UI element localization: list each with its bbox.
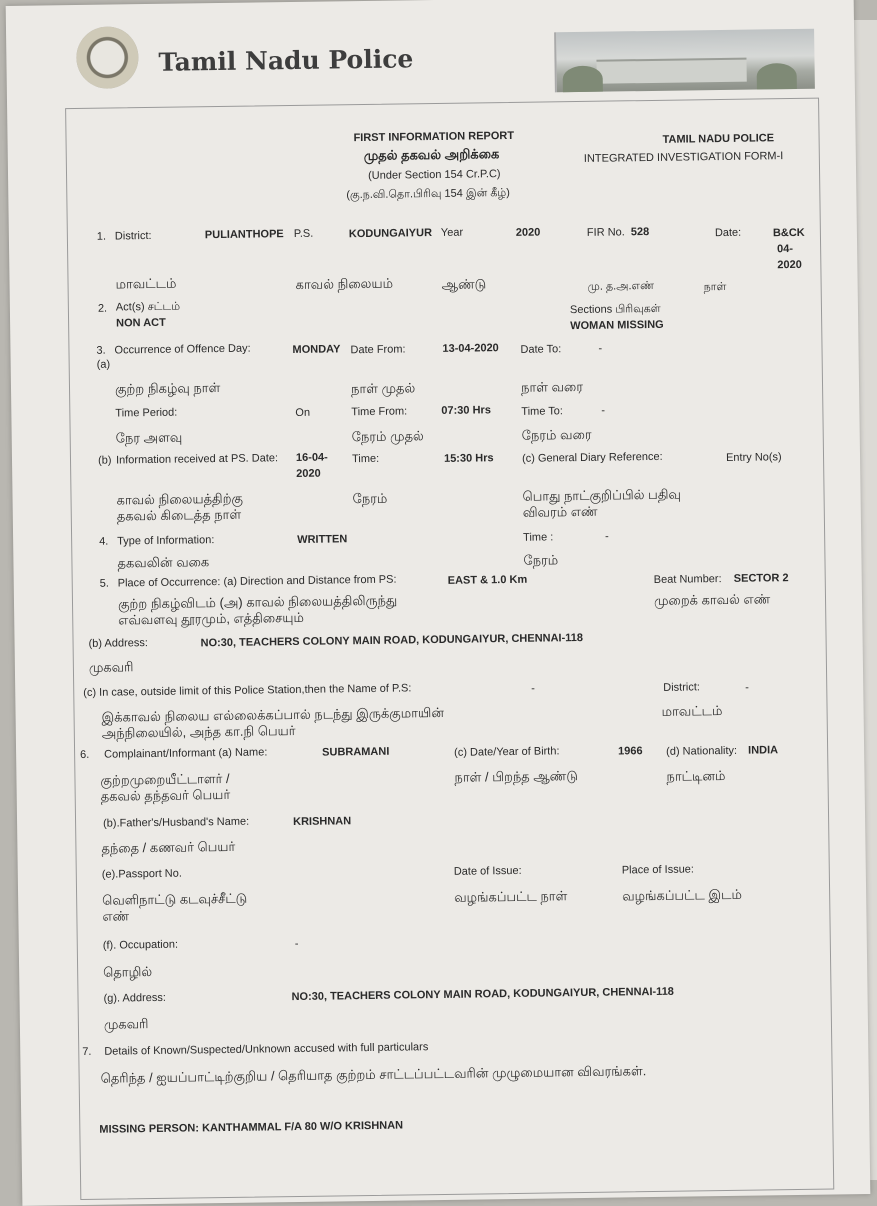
form-border — [65, 98, 834, 1200]
year-label: Year — [440, 226, 464, 239]
issue-place-label: Place of Issue: — [621, 863, 695, 877]
date-to-value: - — [598, 342, 603, 355]
nationality-value: INDIA — [748, 744, 779, 757]
ps-ta: காவல் நிலையம் — [295, 275, 394, 292]
issue-date-ta: வழங்கப்பட்ட நாள் — [454, 888, 568, 905]
report-title-ta: முதல் தகவல் அறிக்கை — [363, 146, 500, 163]
outside-limit-label: (c) In case, outside limit of this Police Station,then the Name of P.S: — [83, 682, 412, 699]
type-info-value: WRITTEN — [297, 533, 348, 546]
row-number: 3. — [96, 344, 106, 357]
entry-label: Entry No(s) — [725, 451, 782, 464]
ps-value: KODUNGAIYUR — [348, 227, 433, 241]
dob-label: (c) Date/Year of Birth: — [454, 745, 560, 759]
passport-ta-line2: எண் — [102, 908, 130, 924]
type-info-label: Type of Information: — [117, 534, 215, 548]
brand-title: Tamil Nadu Police — [158, 44, 414, 77]
report-title: FIRST INFORMATION REPORT — [353, 129, 515, 145]
fir-label: FIR No. — [586, 226, 625, 239]
type-info-ta: தகவலின் வகை — [117, 554, 210, 571]
occurrence-address-value: NO:30, TEACHERS COLONY MAIN ROAD, KODUNGAIYUR, CHENNAI-118 — [200, 631, 584, 650]
info-ta-line1: காவல் நிலையத்திற்கு — [116, 490, 244, 508]
dob-value: 1966 — [618, 745, 643, 758]
row-number: 1. — [96, 230, 107, 243]
time-from-ta: நேரம் முதல் — [351, 428, 424, 445]
accused-details-ta: தெரிந்த / ஐயப்பாட்டிற்குறிய / தெரியாத குற்றம் சாட்டப்பட்டவரின் முழுமையான விவரங்கள். — [100, 1063, 647, 1086]
sub-a: (a) — [96, 358, 111, 371]
fir-document — [6, 0, 871, 1206]
complainant-ta-line1: குற்றமுறையீட்டாளர் / — [100, 770, 230, 788]
date-from-label: Date From: — [350, 343, 406, 357]
sub-b: (b) — [97, 454, 112, 467]
under-section: (Under Section 154 Cr.P.C) — [367, 168, 501, 182]
place-value: EAST & 1.0 Km — [447, 573, 528, 587]
time-period-label: Time Period: — [115, 406, 178, 420]
accused-details-label: Details of Known/Suspected/Unknown accused with full particulars — [104, 1041, 429, 1058]
district-ta: மாவட்டம் — [115, 275, 177, 292]
time-value: 15:30 Hrs — [443, 452, 494, 465]
time-ta: நேரம் — [352, 490, 388, 507]
form-name: INTEGRATED INVESTIGATION FORM-I — [583, 150, 784, 165]
outside-ta-line2: அந்நிலையில், அந்த கா.நி பெயர் — [101, 723, 296, 741]
org-name: TAMIL NADU POLICE — [662, 132, 775, 146]
date-value-line1: B&CK — [772, 226, 805, 240]
father-name-ta: தந்தை / கணவர் பெயர் — [101, 838, 236, 856]
occupation-label: (f). Occupation: — [102, 938, 179, 952]
issue-place-ta: வழங்கப்பட்ட இடம் — [622, 886, 742, 904]
beat-value: SECTOR 2 — [733, 572, 789, 585]
row-number: 6. — [80, 748, 90, 762]
complainant-ta-line2: தகவல் தந்தவர் பெயர் — [100, 786, 231, 804]
time-to-label: Time To: — [521, 405, 564, 418]
year-ta: ஆண்டு — [441, 276, 487, 292]
row-number: 5. — [99, 577, 110, 590]
acts-value: NON ACT — [116, 316, 166, 330]
day-value: MONDAY — [292, 343, 341, 357]
date-from-value: 13-04-2020 — [442, 342, 499, 355]
outside-district-ta: மாவட்டம் — [661, 703, 723, 719]
beat-ta: முறைக் காவல் எண் — [653, 591, 771, 608]
passport-label: (e).Passport No. — [101, 867, 182, 881]
date-value-line3: 2020 — [777, 258, 802, 272]
gd-ta-line1: பொது நாட்குறிப்பில் பதிவு — [522, 486, 681, 504]
time-period-ta: நேர அளவு — [115, 429, 183, 446]
complainant-name-value: SUBRAMANI — [322, 745, 390, 759]
date-to-label: Date To: — [520, 343, 562, 356]
info-ta-line2: தகவல் கிடைத்த நாள் — [116, 506, 242, 524]
info-time-label: Time : — [523, 531, 554, 544]
issue-date-label: Date of Issue: — [453, 864, 522, 878]
occupation-ta: தொழில் — [103, 964, 153, 980]
complainant-address-label: (g). Address: — [103, 991, 166, 1005]
info-time-ta: நேரம் — [523, 552, 559, 568]
gd-label: (c) General Diary Reference: — [521, 450, 663, 465]
time-from-value: 07:30 Hrs — [441, 404, 491, 417]
time-label: Time: — [351, 452, 380, 466]
complainant-address-ta: முகவரி — [103, 1016, 149, 1032]
place-ta-line1: குற்ற நிகழ்விடம் (அ) காவல் நிலையத்திலிருந்து — [117, 592, 398, 612]
date-value-line2: 04- — [777, 243, 794, 256]
occurrence-ta: குற்ற நிகழ்வு நாள் — [114, 380, 221, 397]
father-name-label: (b).Father's/Husband's Name: — [103, 815, 250, 830]
place-ta-line2: எவ்வளவு தூரமும், எத்திசையும் — [118, 609, 305, 628]
under-section-ta: (கு.ந.வி.தொ.பிரிவு 154 இன் கீழ்) — [346, 186, 510, 202]
row-number: 2. — [97, 302, 108, 315]
year-value: 2020 — [515, 226, 541, 239]
dob-ta: நாள் / பிறந்த ஆண்டு — [454, 768, 578, 785]
district-value: PULIANTHOPE — [204, 228, 284, 242]
outside-district-value: - — [745, 681, 750, 694]
missing-person: MISSING PERSON: KANTHAMMAL F/A 80 W/O KRISHNAN — [99, 1119, 404, 1136]
fir-ta: மு. த.அ.எண் — [587, 279, 655, 293]
district-label: District: — [114, 229, 152, 243]
outside-district-label: District: — [663, 681, 701, 694]
outside-ta-line1: இக்காவல் நிலைய எல்லைக்கப்பால் நடந்து இருக்குமாயின் — [101, 704, 445, 725]
time-from-label: Time From: — [351, 405, 408, 419]
info-date-line2: 2020 — [296, 467, 321, 480]
date-from-ta: நாள் முதல் — [350, 380, 416, 397]
ps-label: P.S. — [293, 227, 314, 240]
nationality-ta: நாட்டினம் — [666, 768, 726, 784]
headquarters-photo — [554, 29, 815, 93]
nationality-label: (d) Nationality: — [666, 744, 738, 758]
police-emblem-icon — [76, 26, 139, 89]
occurrence-address-ta: முகவரி — [88, 659, 134, 675]
occurrence-address-label: (b) Address: — [88, 637, 148, 650]
gd-ta-line2: விவரம் எண் — [522, 503, 598, 520]
acts-label: Act(s) சட்டம் — [115, 300, 181, 314]
beat-label: Beat Number: — [653, 573, 722, 586]
date-ta: நாள் — [703, 280, 727, 294]
date-label: Date: — [714, 226, 742, 240]
time-to-value: - — [601, 404, 606, 417]
row-number: 4. — [99, 535, 109, 548]
outside-limit-value: - — [531, 682, 536, 695]
sections-label: Sections பிரிவுகள் — [569, 302, 661, 317]
date-to-ta: நாள் வரை — [520, 378, 584, 395]
complainant-name-label: Complainant/Informant (a) Name: — [104, 746, 268, 761]
father-name-value: KRISHNAN — [293, 815, 352, 829]
time-to-ta: நேரம் வரை — [521, 426, 592, 443]
place-label: Place of Occurrence: (a) Direction and Distance from PS: — [117, 573, 397, 590]
time-period-value: On — [295, 406, 311, 419]
info-date-line1: 16-04- — [295, 451, 328, 464]
occurrence-label: Occurrence of Offence Day: — [114, 342, 251, 357]
info-time-value: - — [605, 530, 609, 543]
info-received-label: Information received at PS. Date: — [115, 452, 279, 467]
row-number: 7. — [82, 1045, 92, 1059]
occupation-value: - — [294, 937, 299, 951]
sections-value: WOMAN MISSING — [570, 318, 664, 333]
complainant-address-value: NO:30, TEACHERS COLONY MAIN ROAD, KODUNGAIYUR, CHENNAI-118 — [291, 985, 674, 1004]
passport-ta-line1: வெளிநாட்டு கடவுச்சீட்டு — [102, 890, 248, 908]
fir-value: 528 — [630, 226, 650, 239]
